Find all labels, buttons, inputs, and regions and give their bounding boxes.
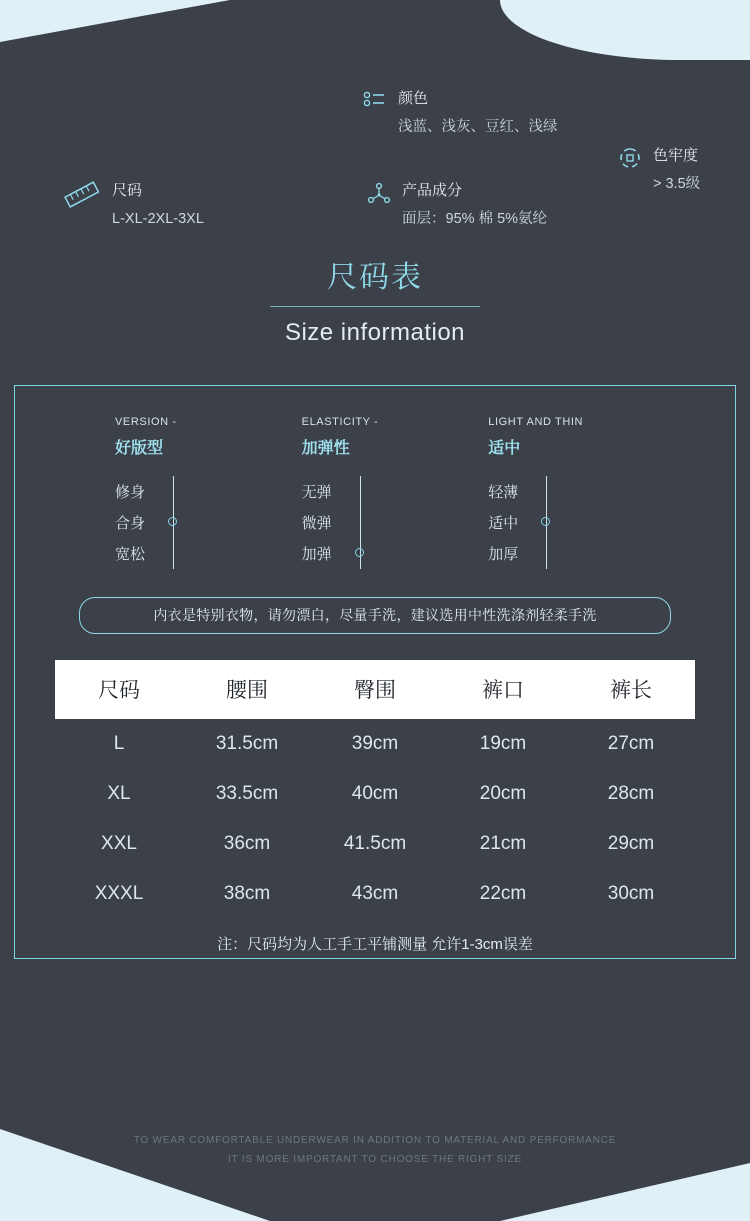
spec-option-label: 无弹 <box>301 484 332 501</box>
footer-text <box>0 1131 750 1169</box>
feature-highlights <box>0 0 750 250</box>
spec-option-row[interactable] <box>488 507 675 538</box>
spec-option-label: 合身 <box>115 515 146 532</box>
spec-option-label: 适中 <box>488 515 519 532</box>
table-cell: 38cm <box>223 883 271 904</box>
table-cell: XXL <box>101 833 137 854</box>
table-cell: 19cm <box>479 733 527 754</box>
scale-tick-selected-icon <box>354 538 380 569</box>
table-row <box>55 869 695 919</box>
spec-option-row[interactable] <box>115 538 302 569</box>
table-cell: XL <box>107 783 131 804</box>
table-row <box>55 719 695 769</box>
table-cell: 41.5cm <box>343 833 407 854</box>
scale-tick-icon <box>354 507 380 538</box>
scale-tick-icon <box>167 476 193 507</box>
color-swatch-icon <box>362 88 388 114</box>
table-cell: 43cm <box>351 883 399 904</box>
feature-size <box>62 180 204 231</box>
table-header-cell: 臀围 <box>311 660 439 719</box>
scale-tick-icon <box>167 538 193 569</box>
table-row <box>55 769 695 819</box>
spec-version-head-en: VERSION - <box>115 416 177 428</box>
table-header-cell: 裤口 <box>439 660 567 719</box>
spec-thickness-head-en: LIGHT AND THIN <box>488 416 584 428</box>
spec-option-row[interactable] <box>302 538 489 569</box>
feature-composition-value: 面层：95% 棉 5%氨纶 <box>402 210 548 227</box>
spec-elasticity-head-en: ELASTICITY - <box>301 416 379 428</box>
page-title-cn: 尺码表 <box>327 261 423 294</box>
feature-composition <box>366 180 547 231</box>
table-cell: 31.5cm <box>215 733 279 754</box>
scale-tick-icon <box>354 476 380 507</box>
spec-option-row[interactable] <box>488 476 675 507</box>
table-header-cell: 尺码 <box>55 660 183 719</box>
spec-column-version <box>115 416 302 569</box>
feature-color-title: 颜色 <box>398 90 429 107</box>
spec-option-row[interactable] <box>488 538 675 569</box>
decorative-corner-bottom-right <box>500 1163 750 1221</box>
spec-option-row[interactable] <box>302 476 489 507</box>
spec-option-label: 加厚 <box>488 546 519 563</box>
feature-size-value: L-XL-2XL-3XL <box>112 210 204 227</box>
spec-option-label: 宽松 <box>115 546 146 563</box>
care-note: 内衣是特别衣物，请勿漂白，尽量手洗，建议选用中性洗涤剂轻柔手洗 <box>79 597 671 634</box>
feature-size-title: 尺码 <box>112 182 143 199</box>
scale-tick-selected-icon <box>540 507 566 538</box>
feature-color-value: 浅蓝、浅灰、豆红、浅绿 <box>398 118 558 135</box>
table-cell: 29cm <box>607 833 655 854</box>
feature-color-fastness-value: > 3.5级 <box>653 175 701 192</box>
table-row <box>55 819 695 869</box>
size-table-wrapper <box>55 660 695 958</box>
table-cell: 40cm <box>351 783 399 804</box>
spec-column-elasticity <box>302 416 489 569</box>
scale-tick-selected-icon <box>167 507 193 538</box>
page-title-en: Size information <box>284 319 466 346</box>
ruler-icon <box>62 180 102 210</box>
table-cell: 39cm <box>351 733 399 754</box>
spec-option-label: 微弹 <box>301 515 332 532</box>
table-cell: 27cm <box>607 733 655 754</box>
table-cell: 30cm <box>607 883 655 904</box>
feature-color-fastness-title: 色牢度 <box>653 147 699 164</box>
table-cell: XXXL <box>94 883 144 904</box>
spec-column-thickness <box>488 416 675 569</box>
scale-tick-icon <box>540 538 566 569</box>
spec-option-label: 加弹 <box>301 546 332 563</box>
title-divider <box>270 306 480 307</box>
spec-option-label: 轻薄 <box>488 484 519 501</box>
table-header-cell: 裤长 <box>567 660 695 719</box>
table-cell: 33.5cm <box>215 783 279 804</box>
table-header-cell: 腰围 <box>183 660 311 719</box>
feature-color <box>362 88 558 139</box>
scale-tick-icon <box>540 476 566 507</box>
spec-elasticity-head-cn: 加弹性 <box>301 440 350 457</box>
spec-columns <box>15 416 735 569</box>
size-table <box>55 660 695 919</box>
table-cell: 28cm <box>607 783 655 804</box>
color-fastness-icon <box>617 145 643 171</box>
spec-thickness-head-cn: 适中 <box>488 440 521 457</box>
footer-line-2: IT IS MORE IMPORTANT TO CHOOSE THE RIGHT SIZE <box>227 1154 522 1165</box>
table-cell: L <box>113 733 125 754</box>
table-cell: 22cm <box>479 883 527 904</box>
spec-option-row[interactable] <box>115 507 302 538</box>
footer-line-1: TO WEAR COMFORTABLE UNDERWEAR IN ADDITION TO MATERIAL AND PERFORMANCE <box>133 1135 617 1146</box>
spec-option-row[interactable] <box>115 476 302 507</box>
spec-option-label: 修身 <box>115 484 146 501</box>
size-info-panel <box>14 385 736 959</box>
table-header-row <box>55 660 695 719</box>
feature-composition-title: 产品成分 <box>402 182 463 199</box>
measurement-note: 注：尺码均为人工手工平铺测量 允许1-3cm误差 <box>217 936 533 953</box>
spec-option-row[interactable] <box>302 507 489 538</box>
spec-version-head-cn: 好版型 <box>115 440 164 457</box>
feature-color-fastness <box>617 145 700 196</box>
section-heading <box>0 250 750 347</box>
molecule-icon <box>366 180 392 210</box>
table-cell: 21cm <box>479 833 527 854</box>
table-cell: 20cm <box>479 783 527 804</box>
table-cell: 36cm <box>223 833 271 854</box>
